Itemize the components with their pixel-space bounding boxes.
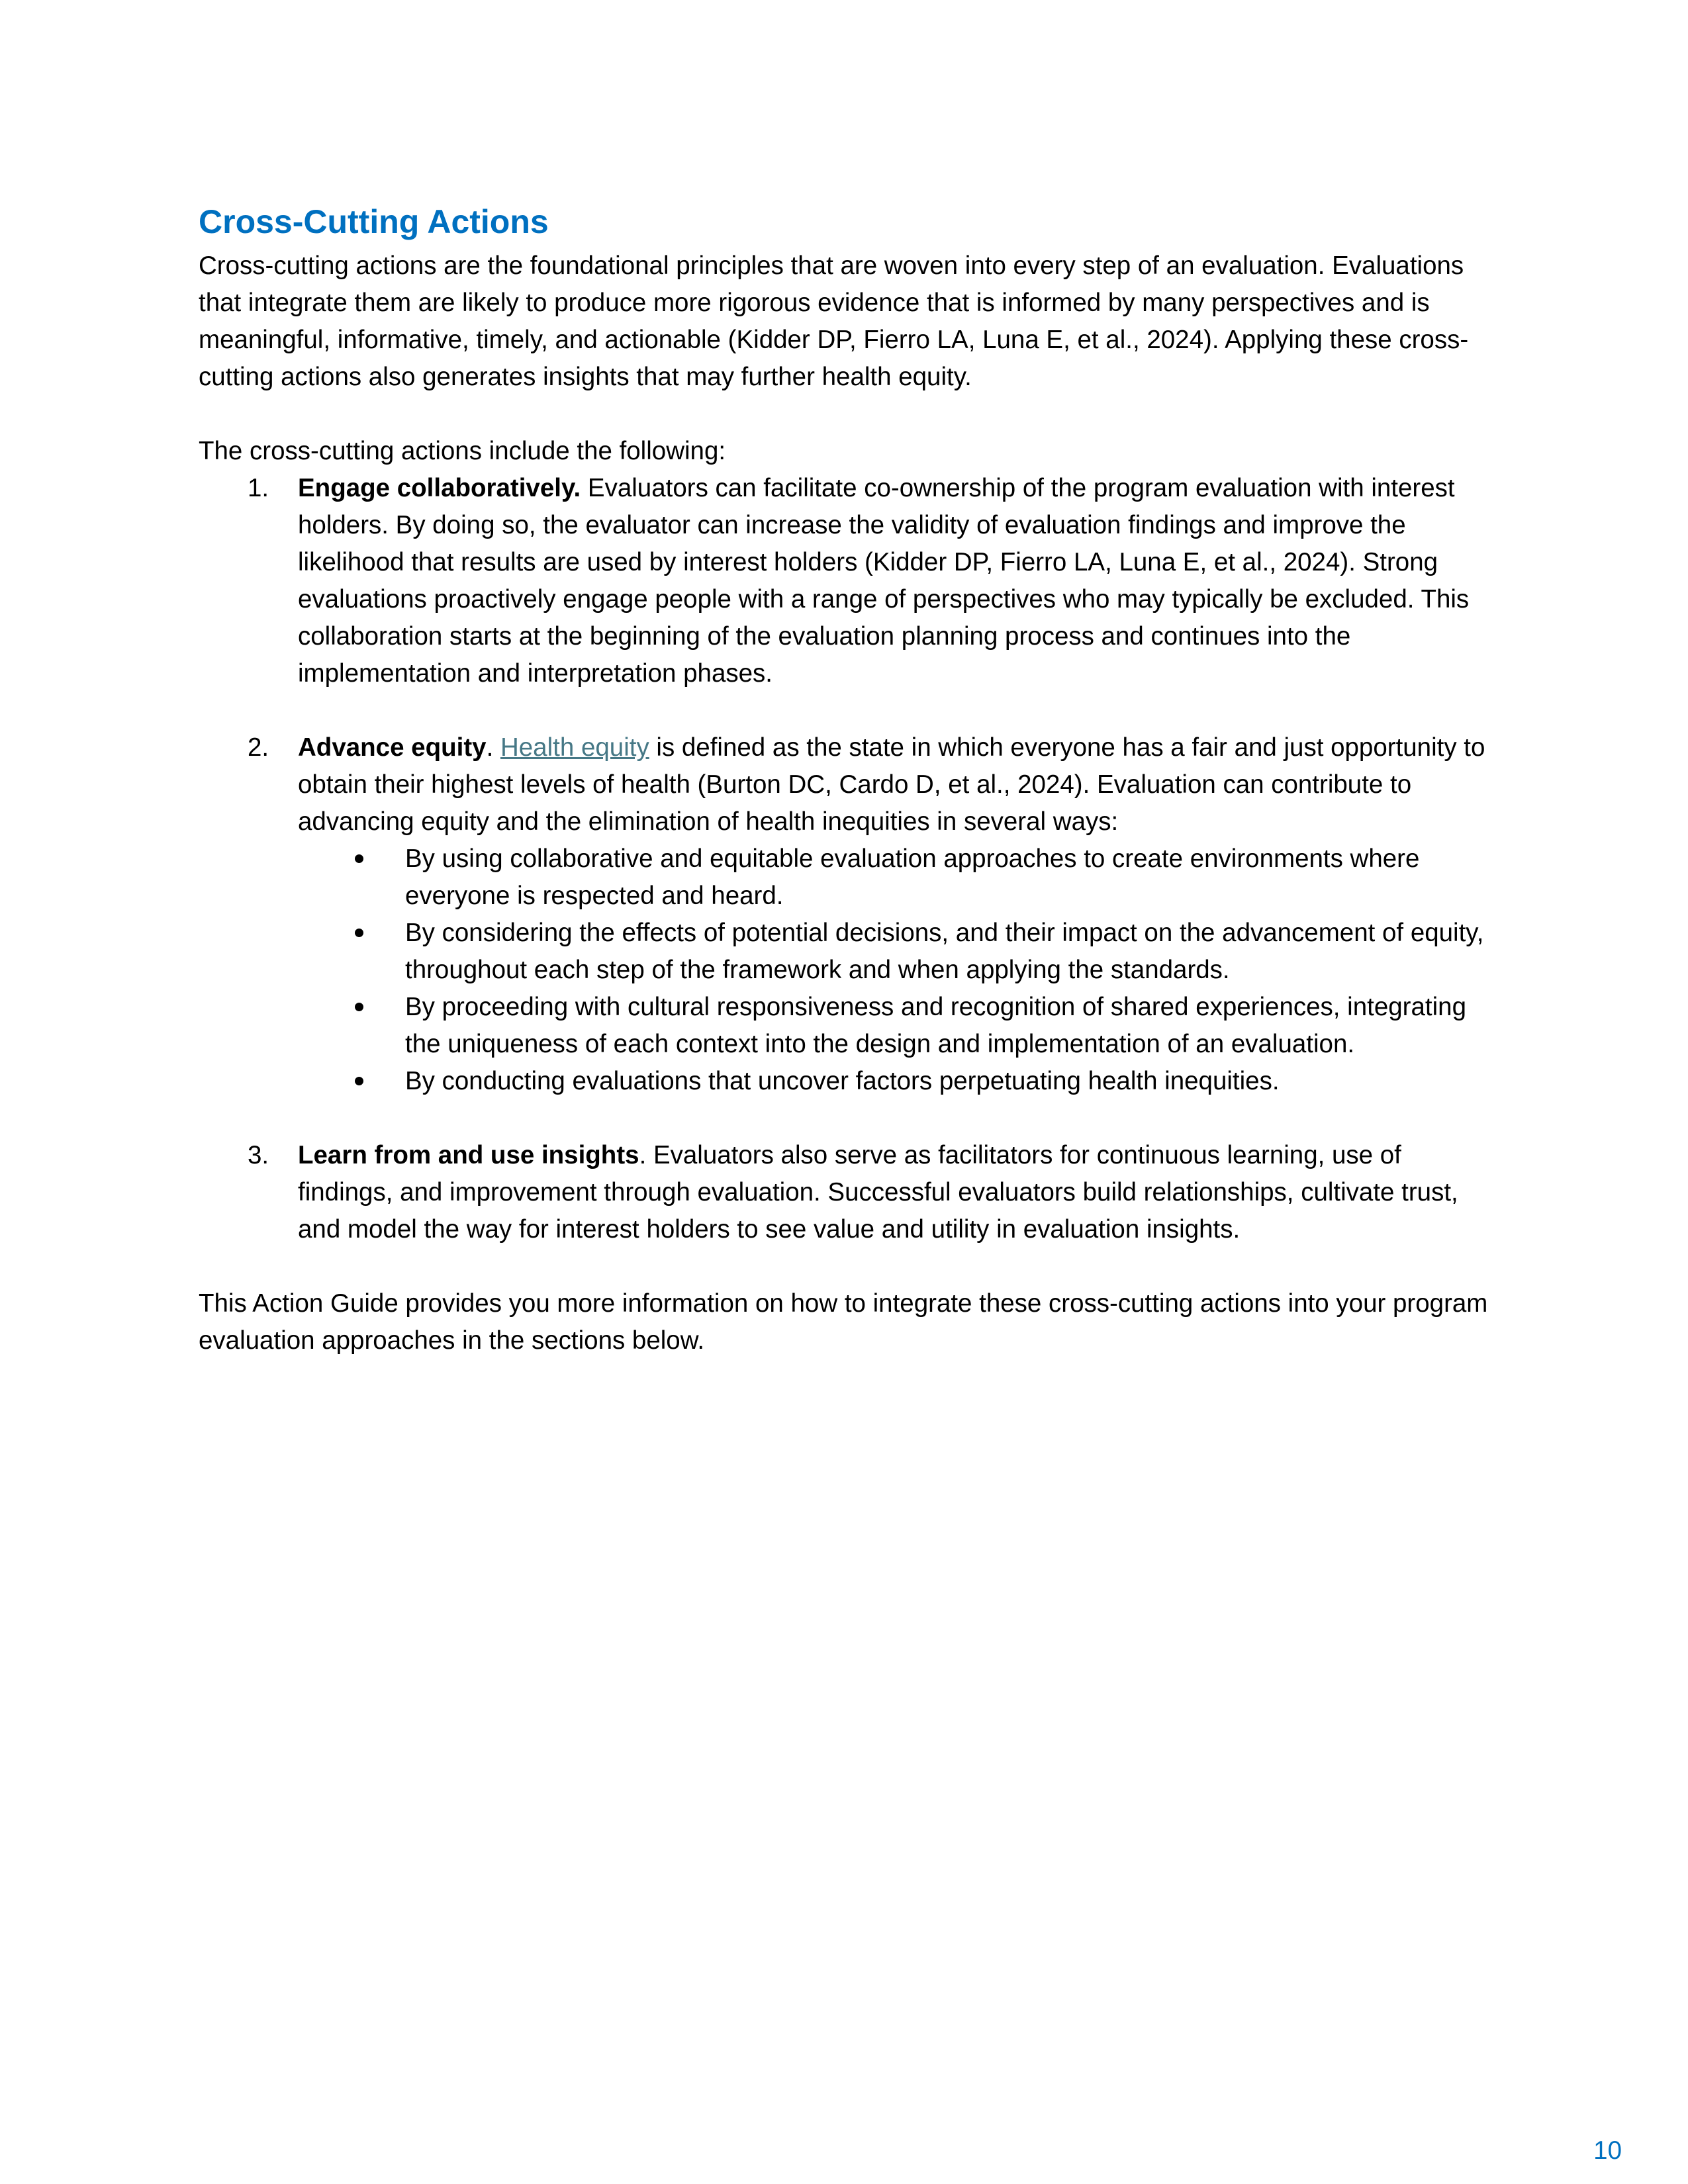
bullet-item xyxy=(199,1063,1496,1100)
page-content xyxy=(199,199,1496,1359)
action-text xyxy=(298,470,1496,692)
bullet-text: By proceeding with cultural responsiveness and recognition of shared experiences, integrating the uniqueness of each context into the design and implementation of an evaluation. xyxy=(405,993,1466,1058)
spacer xyxy=(199,1100,1496,1137)
action-item-engage xyxy=(199,470,1496,692)
equity-bullet-list xyxy=(199,841,1496,1100)
closing-paragraph: This Action Guide provides you more information on how to integrate these cross-cutting actions into your program evaluation approaches in the sections below. xyxy=(199,1289,1488,1355)
action-body: . Evaluators also serve as facilitators for continuous learning, use of findings, and improvement through evaluation. Successful evaluators build relationships, cultivate trust, and model the way for interest holders to see value and utility in evaluation insights. xyxy=(298,1141,1458,1244)
action-number: 3. xyxy=(248,1141,269,1169)
list-intro: The cross-cutting actions include the following: xyxy=(199,437,726,465)
action-title: Learn from and use insights xyxy=(298,1141,639,1169)
bullet-text: By considering the effects of potential decisions, and their impact on the advancement of equity, throughout each step of the framework and when applying the standards. xyxy=(405,919,1484,984)
action-item-learn xyxy=(199,1137,1496,1248)
action-body: Evaluators can facilitate co-ownership of the program evaluation with interest holders. By doing so, the evaluator can increase the validity of evaluation findings and improve the likelihood that results are used by interest holders (Kidder DP, Fierro LA, Luna E, et al., 2024). Strong evaluations proactively engage people with a range of perspectives who may typically be excluded. This collaboration starts at the beginning of the evaluation planning process and continues into the implementation and interpretation phases. xyxy=(298,474,1470,688)
bullet-text: By using collaborative and equitable evaluation approaches to create environments where everyone is respected and heard. xyxy=(405,844,1420,910)
health-equity-link[interactable]: Health equity xyxy=(500,733,649,762)
action-body: is defined as the state in which everyone has a fair and just opportunity to obtain their highest levels of health (Burton DC, Cardo D, et al., 2024). Evaluation can contribute to advancing equity and the elimination of health inequities in several ways: xyxy=(298,733,1485,836)
spacer xyxy=(199,1248,1496,1285)
action-title-punct: . xyxy=(486,733,500,762)
bullet-dot-icon xyxy=(355,1003,363,1011)
bullet-item xyxy=(199,989,1496,1063)
spacer xyxy=(199,692,1496,729)
action-title: Advance equity xyxy=(298,733,487,762)
section-heading: Cross-Cutting Actions xyxy=(199,203,549,240)
action-text xyxy=(298,1137,1496,1248)
page-number: 10 xyxy=(1593,2136,1622,2165)
bullet-text: By conducting evaluations that uncover factors perpetuating health inequities. xyxy=(405,1067,1280,1095)
action-title: Engage collaboratively. xyxy=(298,474,581,502)
action-item-advance-equity xyxy=(199,729,1496,841)
bullet-dot-icon xyxy=(355,929,363,937)
bullet-dot-icon xyxy=(355,1077,363,1085)
spacer xyxy=(199,396,1496,433)
action-number: 1. xyxy=(248,474,269,502)
bullet-item xyxy=(199,841,1496,915)
intro-paragraph: Cross-cutting actions are the foundational principles that are woven into every step of an evaluation. Evaluations that integrate them are likely to produce more rigorous evidence that is informed by many perspectives and is meaningful, informative, timely, and actionable (Kidder DP, Fierro LA, Luna E, et al., 2024). Applying these cross-cutting actions also generates insights that may further health equity. xyxy=(199,251,1469,391)
bullet-dot-icon xyxy=(355,854,363,863)
action-text xyxy=(298,729,1496,841)
bullet-item xyxy=(199,915,1496,989)
action-number: 2. xyxy=(248,733,269,762)
